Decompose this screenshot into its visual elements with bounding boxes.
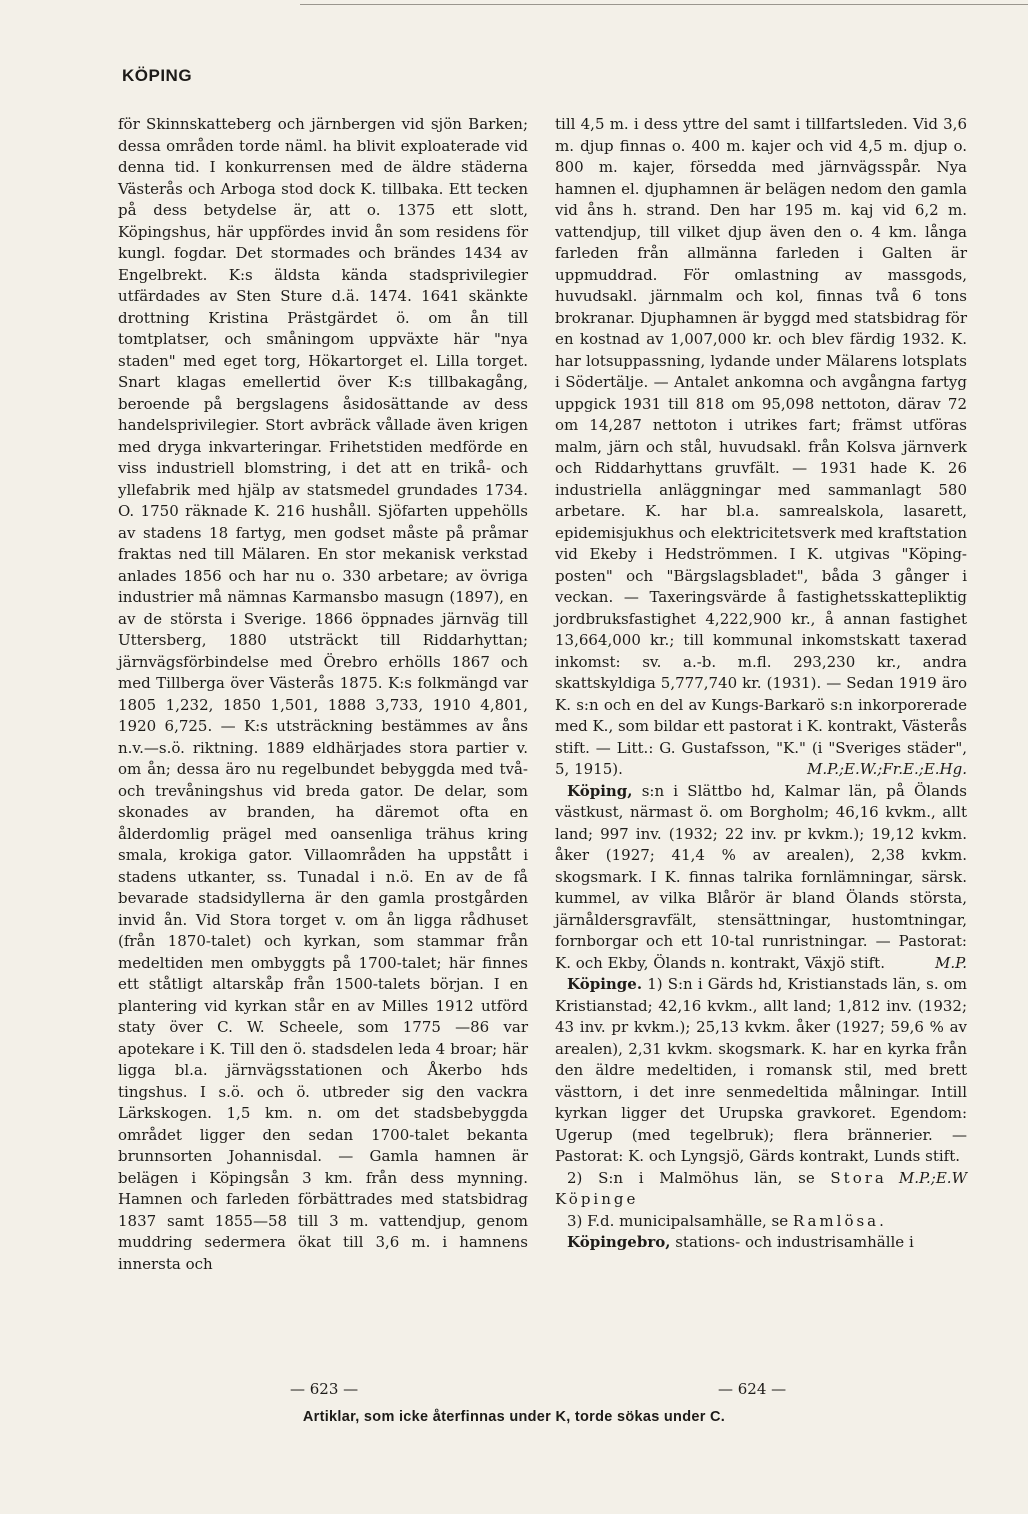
footer-note: Artiklar, som icke återfinnas under K, torde sökas under C. [302,1409,726,1425]
page-number-left: — 623 — [290,1380,359,1398]
cross-reference: Stora Köpinge [555,1168,887,1208]
author-signature: M.P.;E.W.;Fr.E.;E.Hg. [807,760,967,778]
entry-body: 3) F.d. municipalsamhälle, se [567,1211,793,1230]
author-signature: M.P.;E.W [898,1168,967,1187]
left-column [118,114,528,1275]
entry-headword: Köping, [567,781,633,800]
top-rule [300,4,1028,5]
page-number-right: — 624 — [718,1380,787,1398]
entry-koping-parish [555,781,967,975]
article-body: till 4,5 m. i dess yttre del samt i tillfartsleden. Vid 3,6 m. djup finnas o. 400 m. kajer och vid 4,5 m. djup o. 800 m. kajer, försedda med järnvägsspår. Nya hamnen el. djuphamnen är belägen nedom den gamla vid åns h. strand. Den har 195 m. kaj vid 6,2 m. vattendjup, till vilket djup även den o. 4 km. långa farleden från allmänna farleden i Galten är uppmuddrad. För omlastning av massgods, huvudsakl. järnmalm och kol, finnas två 6 tons brokranar. Djuphamnen är byggd med statsbidrag för en kostnad av 1,007,000 kr. och blev färdig 1932. K. har lotsuppassning, lydande under Mälarens lotsplats i Södertälje. — Antalet ankomna och avgångna fartyg uppgick 1931 till 818 om 95,098 nettoton, därav 72 om 14,287 nettoton i utrikes fart; främst utföras malm, järn och stål, huvudsakl. från Kolsva järnverk och Riddarhyttans gruvfält. — 1931 hade K. 26 industriella anläggningar med sammanlagt 580 arbetare. K. har bl.a. samrealskola, lasarett, epidemisjukhus och elektricitetsverk med kraftstation vid Ekeby i Hedströmmen. I K. utgivas "Köping-posten" och "Bärgslagsbladet", båda 3 gånger i veckan. — Taxeringsvärde å fastighetsskattepliktig jordbruksfastighet 4,222,900 kr., å annan fastighet 13,664,000 kr.; till kommunal inkomstskatt taxerad inkomst: sv. a.-b. m.fl. 293,230 kr., andra skattskyldiga 5,777,740 kr. (1931). — Sedan 1919 äro K. s:n och en del av Kungs-Barkarö s:n inkorporerade med K., som bildar ett pastorat i K. kontrakt, Västerås stift. — Litt.: G. Gustafsson, "K." (i "Sveriges städer", 5, 1915). [555,115,967,778]
article-text-koping-city-cont [555,114,967,781]
entry-headword: Köpinge. [567,975,643,993]
entry-body: s:n i Slättbo hd, Kalmar län, på Ölands västkust, närmast ö. om Borgholm; 46,16 kvkm., allt land; 997 inv. (1932; 22 inv. pr kvkm.); 19,12 kvkm. åker (1927; 41,4 % av arealen), 2,38 kvkm. skogsmark. I K. finnas talrika fornlämningar, särsk. kummel, av vilka Blårör är bland Ölands största, järnåldersgravfält, stensättningar, hustomtningar, fornborgar och ett 10-tal runristningar. — Pastorat: K. och Ekby, Ölands n. kontrakt, Växjö stift. [555,781,967,972]
right-column [555,114,967,1254]
entry-body: stations- och industrisamhälle i [670,1233,914,1251]
author-signature: M.P. [935,953,967,972]
entry-body: 1) S:n i Gärds hd, Kristianstads län, s. om Kristianstad; 42,16 kvkm., allt land; 1,812 inv. (1932; 43 inv. pr kvkm.); 25,13 kvkm. åker (1927; 59,6 % av arealen), 2,31 kvkm. skogsmark. K. har en kyrka från den äldre medeltiden, i romansk stil, med brett västtorn, i det inre senmedeltida målningar. Intill kyrkan ligger det Urupska gravkoret. Egendom: Ugerup (med tegelbruk); flera brännerier. — Pastorat: K. och Lyngsjö, Gärds kontrakt, Lunds stift. [555,975,967,1165]
cross-reference: Ramlösa. [792,1211,887,1230]
article-text-koping-city: för Skinnskatteberg och järnbergen vid sjön Barken; dessa områden torde näml. ha blivit exploaterade vid denna tid. I konkurrensen med de äldre städerna Västerås och Arboga stod dock K. tillbaka. Ett tecken på dess betydelse är, att o. 1375 ett slott, Köpingshus, här uppfördes invid ån som residens för kungl. fogdar. Det stormades och brändes 1434 av Engelbrekt. K:s äldsta kända stadsprivilegier utfärdades av Sten Sture d.ä. 1474. 1641 skänkte drottning Kristina Prästgärdet ö. om ån till tomtplatser, och småningom uppväxte här "nya staden" med eget torg, Hökartorget el. Lilla torget. Snart klagas emellertid över K:s tillbakagång, beroende på bergslagens åsidosättande av dess handelsprivilegier. Stort avbräck vållade även krigen med dryga inkvarteringar. Frihetstiden medförde en viss industriell blomstring, i det att en trikå- och yllefabrik med hjälp av statsmedel grundades 1734. O. 1750 räknade K. 216 hushåll. Sjöfarten uppehölls av stadens 18 fartyg, men godset måste på pråmar fraktas ned till Mälaren. En stor mekanisk verkstad anlades 1856 och har nu o. 330 arbetare; av övriga industrier må nämnas Karmansbo masugn (1897), en av de största i Sverige. 1866 öppnades järnväg till Uttersberg, 1880 utsträckt till Riddarhyttan; järnvägsförbindelse med Örebro erhölls 1867 och med Tillberga över Västerås 1875. K:s folkmängd var 1805 1,232, 1850 1,501, 1888 3,733, 1910 4,801, 1920 6,725. — K:s utsträckning bestämmes av åns n.v.—s.ö. riktning. 1889 eldhärjades stora partier v. om ån; dessa äro nu regelbundet bebyggda med två- och trevåningshus vid breda gator. De delar, som skonades av branden, ha däremot ofta en ålderdomlig prägel med oansenliga trähus kring smala, krokiga gator. Villaområden ha uppstått i stadens utkanter, ss. Tunadal i n.ö. En av de få bevarade stadsidyllerna är den gamla prostgården invid ån. Vid Stora torget v. om ån ligga rådhuset (från 1870-talet) och kyrkan, som stammar från medeltiden men ombyggts på 1700-talet; här finnes ett ståtligt altarskåp från 1500-talets början. I en plantering vid kyrkan står en av Milles 1912 utförd staty över C. W. Scheele, som 1775 —86 var apotekare i K. Till den ö. stadsdelen leda 4 broar; här ligga bl.a. järnvägsstationen och Åkerbo hds tingshus. I s.ö. och ö. utbreder sig den vackra Lärkskogen. 1,5 km. n. om det stadsbebyggda området ligger den sedan 1700-talet bekanta brunnsorten Johannisdal. — Gamla hamnen är belägen i Köpingsån 3 km. från dess mynning. Hamnen och farleden förbättrades med statsbidrag 1837 samt 1855—58 till 3 m. vattendjup, genom muddring sedermera ökat till 3,6 m. i hamnens innersta och [118,115,528,1273]
entry-kopinge-3 [555,1211,967,1233]
entry-headword: Köpingebro, [567,1233,671,1251]
entry-kopingebro [555,1232,967,1254]
page-title: KÖPING [122,66,193,85]
entry-body: 2) S:n i Malmöhus län, se [567,1168,831,1187]
